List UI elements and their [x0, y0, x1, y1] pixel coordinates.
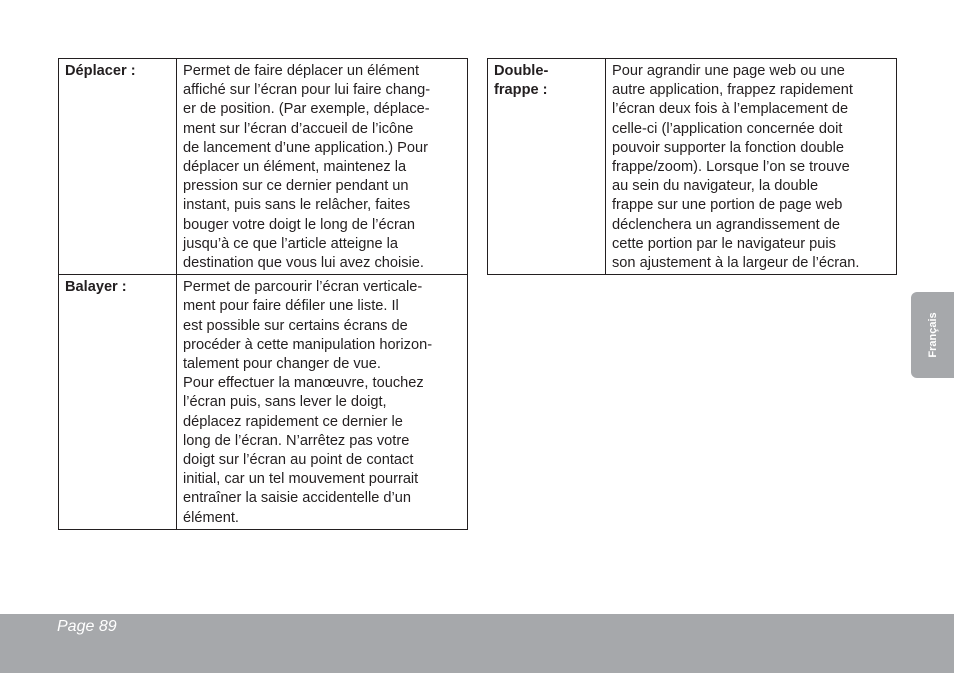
term-line: frappe : [494, 82, 548, 99]
table-row [59, 275, 468, 530]
description-line: procéder à cette manipulation horizon- [183, 336, 433, 353]
language-tab [911, 292, 954, 378]
description-line: autre application, frappez rapidement [612, 82, 853, 99]
description-line: bouger votre doigt le long de l’écran [183, 216, 416, 233]
description-line: ment sur l’écran d’accueil de l’icône [183, 120, 414, 137]
description-line: entraîner la saisie accidentelle d’un [183, 490, 411, 507]
term-cell: Balayer : [59, 275, 177, 530]
description-line: l’écran deux fois à l’emplacement de [612, 101, 849, 118]
description-line: au sein du navigateur, la double [612, 178, 819, 195]
description-line: Permet de faire déplacer un élément [183, 63, 420, 79]
table-row [488, 59, 897, 275]
description-line: déclenchera un agrandissement de [612, 216, 840, 233]
description-line: celle-ci (l’application concernée doit [612, 120, 843, 137]
description-line: déplacez rapidement ce dernier le [183, 413, 403, 430]
description-line: pouvoir supporter la fonction double [612, 139, 845, 156]
description-line: long de l’écran. N’arrêtez pas votre [183, 432, 410, 449]
term-line: Double- [494, 63, 549, 79]
description-line: déplacer un élément, maintenez la [183, 159, 407, 176]
description-line: talement pour changer de vue. [183, 356, 381, 373]
description-line: est possible sur certains écrans de [183, 317, 408, 334]
footer-band [0, 614, 954, 673]
description-line: instant, puis sans le relâcher, faites [183, 197, 411, 214]
gesture-table-right [487, 58, 897, 275]
description-line: frappe/zoom). Lorsque l’on se trouve [612, 159, 850, 176]
description-line: doigt sur l’écran au point de contact [183, 452, 414, 469]
description-line: Pour effectuer la manœuvre, touchez [183, 375, 424, 392]
description-cell [606, 59, 897, 275]
description-line: frappe sur une portion de page web [612, 197, 843, 214]
description-line: cette portion par le navigateur puis [612, 235, 836, 252]
description-line: son ajustement à la largeur de l’écran. [612, 255, 860, 272]
description-line: élément. [183, 509, 239, 526]
term-cell: Déplacer : [59, 59, 177, 275]
description-line: l’écran puis, sans lever le doigt, [183, 394, 387, 411]
gesture-table-left [58, 58, 468, 530]
table-row [59, 59, 468, 275]
description-line: destination que vous lui avez choisie. [183, 255, 424, 272]
language-tab-label: Français [926, 312, 939, 358]
description-line: Pour agrandir une page web ou une [612, 63, 845, 79]
description-line: pression sur ce dernier pendant un [183, 178, 409, 195]
description-cell [177, 275, 468, 530]
description-line: jusqu’à ce que l’article atteigne la [183, 235, 398, 252]
description-line: er de position. (Par exemple, déplace- [183, 101, 430, 118]
term-cell [488, 59, 606, 275]
description-line: Permet de parcourir l’écran verticale- [183, 279, 423, 296]
description-cell [177, 59, 468, 275]
description-line: initial, car un tel mouvement pourrait [183, 471, 419, 488]
description-line: de lancement d’une application.) Pour [183, 139, 429, 156]
description-line: ment pour faire défiler une liste. Il [183, 298, 399, 315]
page-number: Page 89 [57, 618, 117, 635]
description-line: affiché sur l’écran pour lui faire chang- [183, 82, 431, 99]
